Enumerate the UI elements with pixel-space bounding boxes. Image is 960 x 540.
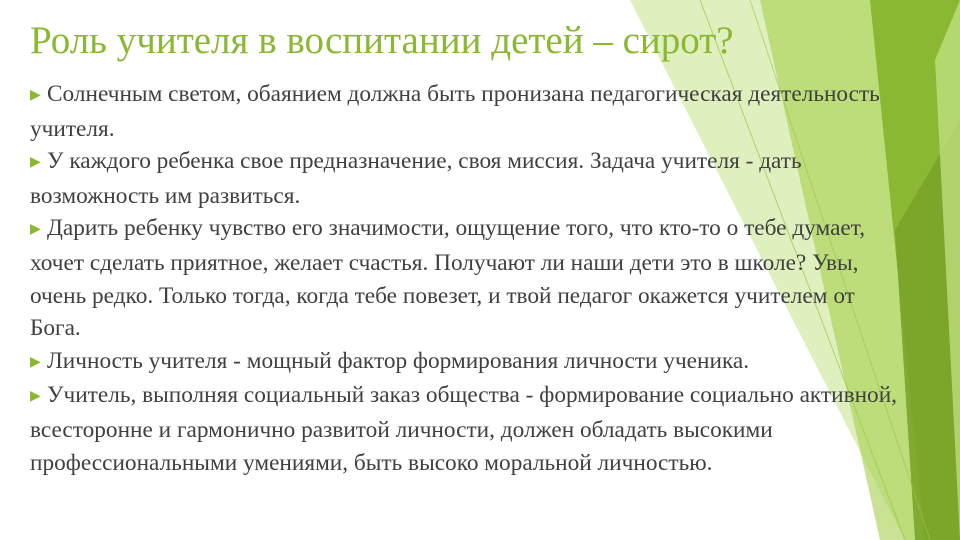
triangle-right-icon: ▶	[30, 88, 41, 103]
triangle-right-icon: ▶	[30, 389, 41, 405]
triangle-right-icon: ▶	[30, 155, 41, 171]
triangle-right-icon: ▶	[30, 222, 41, 238]
bullet-text: Личность учителя - мощный фактор формирования личности ученика.	[47, 347, 750, 374]
slide-title: Роль учителя в воспитании детей – сирот?	[30, 19, 734, 62]
bullet-text: Учитель, выполняя социальный заказ общества - формирование социально активной, всесторонне и гармонично развитой личности, должен обладать высокими профессиональными умениями, быть высоко моральной личностью.	[30, 382, 897, 476]
bullet-item	[30, 345, 910, 380]
triangle-right-icon: ▶	[30, 354, 41, 370]
bullet-text: У каждого ребенка свое предназначение, своя миссия. Задача учителя - дать возможность им развиться.	[30, 148, 802, 209]
bullet-text: Солнечным светом, обаянием должна быть пронизана педагогическая деятельность учителя.	[30, 81, 880, 142]
bullet-item	[30, 212, 910, 344]
bullet-text: Дарить ребенку чувство его значимости, ощущение того, что кто-то о тебе думает, хочет сделать приятное, желает счастья. Получают ли наши дети это в школе? Увы, очень редко. Только тогда, когда тебе повезет, и твой педагог окажется учителем от Бога.	[30, 215, 866, 342]
bullet-item	[30, 78, 910, 145]
bullet-item	[30, 145, 910, 212]
bullet-item	[30, 379, 910, 479]
bullet-list	[30, 78, 910, 479]
